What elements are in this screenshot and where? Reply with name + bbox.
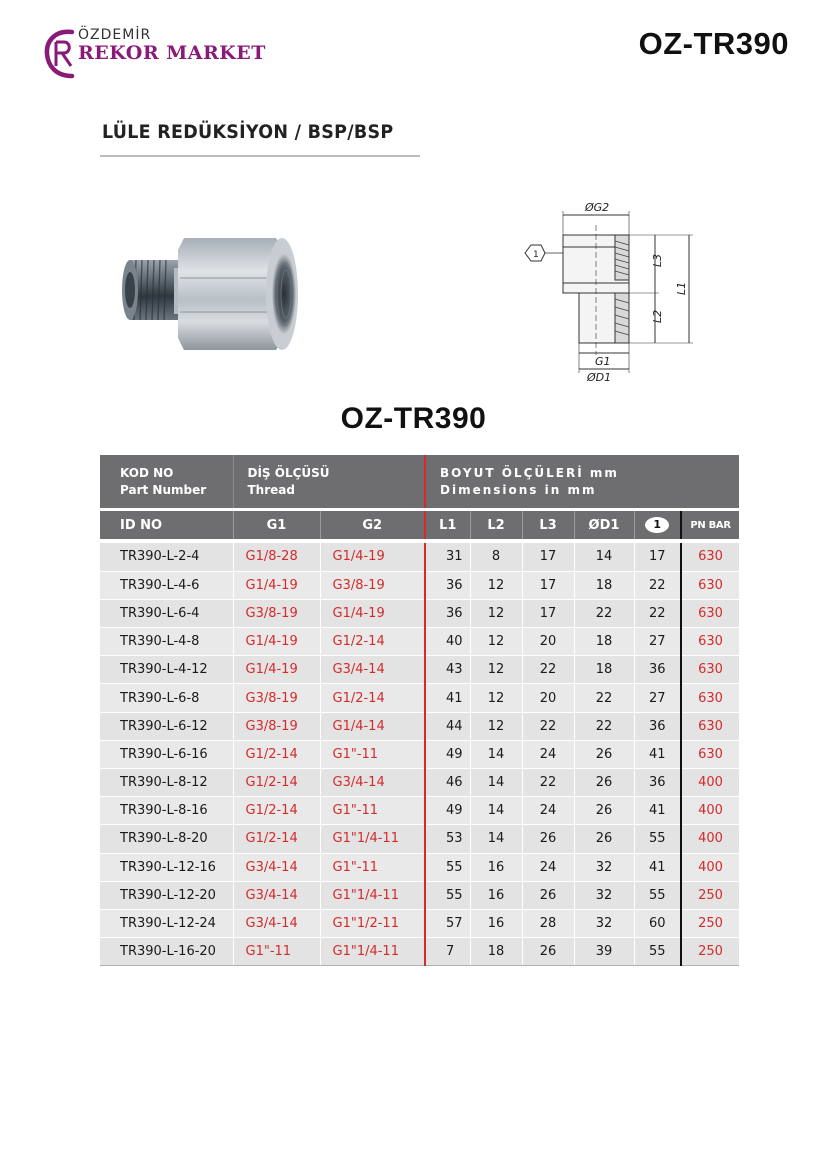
table-row [100,881,739,909]
cell-l1: 53 [425,825,470,853]
cell-l3: 24 [522,853,574,881]
cell-g1: G3/4-14 [233,909,320,937]
header-dis-olcusu-label: DİŞ ÖLÇÜSÜ [247,465,330,480]
cell-hex: 22 [634,599,681,627]
cell-l1: 44 [425,712,470,740]
cell-l3: 24 [522,740,574,768]
column-header-pn-bar: PN BAR [681,511,739,539]
cell-hex: 27 [634,684,681,712]
cell-g1: G3/8-19 [233,684,320,712]
column-header-g1: G1 [233,511,320,539]
cell-l2: 12 [470,571,522,599]
cell-g2: G1/2-14 [320,628,425,656]
cell-pn-bar: 400 [681,797,739,825]
cell-id-no: TR390-L-2-4 [100,543,233,571]
cell-d1: 14 [574,543,634,571]
cell-pn-bar: 250 [681,938,739,966]
section-divider [100,155,420,157]
table-row [100,797,739,825]
column-header-id-no: ID NO [100,511,233,539]
cell-hex: 55 [634,825,681,853]
cell-hex: 55 [634,938,681,966]
cell-d1: 22 [574,712,634,740]
cell-d1: 18 [574,656,634,684]
cell-hex: 36 [634,769,681,797]
cell-l1: 57 [425,909,470,937]
cell-l1: 55 [425,853,470,881]
cell-d1: 18 [574,571,634,599]
cell-l2: 14 [470,825,522,853]
cell-id-no: TR390-L-8-12 [100,769,233,797]
cell-g1: G1/4-19 [233,656,320,684]
cell-g2: G1"1/2-11 [320,909,425,937]
cell-l3: 28 [522,909,574,937]
dim-label-l3: L3 [651,253,664,267]
brand-small-text: ÖZDEMİR [78,27,152,43]
cell-g1: G1/4-19 [233,571,320,599]
header-kod-no [100,455,233,508]
column-header-l2: L2 [470,511,522,539]
cell-pn-bar: 630 [681,684,739,712]
cell-hex: 36 [634,712,681,740]
cell-g2: G1"1/4-11 [320,881,425,909]
cell-hex: 41 [634,797,681,825]
cell-l2: 12 [470,599,522,627]
cell-pn-bar: 630 [681,740,739,768]
dim-label-l2: L2 [651,309,664,323]
product-title: OZ-TR390 [340,402,487,435]
logo-mark-icon [42,26,82,80]
cell-l3: 20 [522,684,574,712]
cell-l3: 22 [522,656,574,684]
cell-pn-bar: 630 [681,543,739,571]
cell-g1: G3/4-14 [233,881,320,909]
cell-l1: 40 [425,628,470,656]
brand-name: REKOR MARKET [78,42,266,64]
header-part-number-label: Part Number [120,482,207,497]
cell-id-no: TR390-L-6-12 [100,712,233,740]
cell-l2: 16 [470,853,522,881]
dim-label-l1: L1 [675,281,688,295]
page-product-code: OZ-TR390 [638,26,789,61]
column-header-l1: L1 [425,511,470,539]
header-kod-no-label: KOD NO [120,465,174,480]
dim-label-g2: ØG2 [585,201,610,214]
cell-l3: 26 [522,825,574,853]
cell-l3: 22 [522,712,574,740]
cell-g2: G1/2-14 [320,684,425,712]
cell-l3: 17 [522,599,574,627]
cell-g1: G1/2-14 [233,740,320,768]
cell-id-no: TR390-L-4-12 [100,656,233,684]
cell-hex: 36 [634,656,681,684]
cell-l1: 7 [425,938,470,966]
cell-d1: 32 [574,909,634,937]
dim-label-d1: ØD1 [587,371,612,384]
column-header-hex [634,511,681,539]
cell-d1: 26 [574,825,634,853]
table-column-headers [100,511,739,539]
cell-id-no: TR390-L-8-20 [100,825,233,853]
cell-g1: G1/4-19 [233,628,320,656]
cell-l3: 24 [522,797,574,825]
cell-g1: G3/4-14 [233,853,320,881]
table-row [100,571,739,599]
cell-g1: G3/8-19 [233,599,320,627]
table-row [100,599,739,627]
cell-d1: 39 [574,938,634,966]
cell-g2: G1/4-14 [320,712,425,740]
cell-pn-bar: 400 [681,825,739,853]
table-row [100,740,739,768]
cell-d1: 22 [574,599,634,627]
cell-l3: 26 [522,881,574,909]
cell-pn-bar: 630 [681,656,739,684]
cell-pn-bar: 400 [681,769,739,797]
cell-g1: G1/2-14 [233,797,320,825]
cell-id-no: TR390-L-12-24 [100,909,233,937]
cell-id-no: TR390-L-4-6 [100,571,233,599]
cell-d1: 18 [574,628,634,656]
cell-l1: 31 [425,543,470,571]
cell-hex: 60 [634,909,681,937]
cell-d1: 22 [574,684,634,712]
cell-l3: 26 [522,938,574,966]
column-header-l3: L3 [522,511,574,539]
cell-g2: G1"-11 [320,853,425,881]
cell-pn-bar: 630 [681,628,739,656]
cell-id-no: TR390-L-16-20 [100,938,233,966]
cell-l1: 46 [425,769,470,797]
cell-g2: G3/4-14 [320,656,425,684]
cell-d1: 32 [574,881,634,909]
header-thread-label: Thread [247,482,295,497]
cell-l2: 12 [470,628,522,656]
cell-pn-bar: 630 [681,712,739,740]
table-row [100,825,739,853]
cell-l1: 36 [425,571,470,599]
cell-l2: 12 [470,684,522,712]
table-row [100,628,739,656]
spec-table [100,455,739,966]
cell-l1: 49 [425,797,470,825]
table-row [100,909,739,937]
technical-drawing [515,195,705,385]
cell-l3: 22 [522,769,574,797]
cell-hex: 27 [634,628,681,656]
cell-id-no: TR390-L-12-20 [100,881,233,909]
table-row [100,543,739,571]
cell-l1: 41 [425,684,470,712]
cell-l2: 8 [470,543,522,571]
cell-hex: 41 [634,853,681,881]
table-row [100,938,739,966]
cell-hex: 55 [634,881,681,909]
cell-l1: 55 [425,881,470,909]
cell-l3: 17 [522,571,574,599]
cell-l1: 36 [425,599,470,627]
cell-id-no: TR390-L-6-4 [100,599,233,627]
cell-g2: G1/4-19 [320,543,425,571]
cell-g2: G1/4-19 [320,599,425,627]
cell-l1: 49 [425,740,470,768]
cell-id-no: TR390-L-6-8 [100,684,233,712]
cell-l2: 12 [470,712,522,740]
callout-label: 1 [533,250,539,260]
cell-g1: G3/8-19 [233,712,320,740]
cell-l2: 14 [470,769,522,797]
cell-l2: 14 [470,797,522,825]
cell-pn-bar: 400 [681,853,739,881]
cell-g1: G1/2-14 [233,769,320,797]
cell-g1: G1/2-14 [233,825,320,853]
cell-g2: G1"1/4-11 [320,825,425,853]
cell-l3: 20 [522,628,574,656]
header-dimensions [425,455,739,508]
dim-label-g1: G1 [595,355,611,368]
column-header-d1: ØD1 [574,511,634,539]
cell-l1: 43 [425,656,470,684]
cell-g2: G1"-11 [320,740,425,768]
section-title: LÜLE REDÜKSİYON / BSP/BSP [102,121,394,143]
cell-hex: 22 [634,571,681,599]
brand-logo[interactable] [42,26,272,82]
cell-d1: 26 [574,740,634,768]
cell-hex: 17 [634,543,681,571]
header-boyut-label: BOYUT ÖLÇÜLERİ mm [440,465,619,480]
cell-id-no: TR390-L-4-8 [100,628,233,656]
cell-l2: 14 [470,740,522,768]
hex-callout-icon: 1 [645,517,669,533]
table-header-group [100,455,739,508]
table-row [100,656,739,684]
header-thread [233,455,425,508]
cell-g2: G1"-11 [320,797,425,825]
cell-l2: 16 [470,909,522,937]
cell-id-no: TR390-L-6-16 [100,740,233,768]
cell-d1: 26 [574,797,634,825]
cell-hex: 41 [634,740,681,768]
cell-pn-bar: 630 [681,599,739,627]
table-row [100,853,739,881]
cell-g1: G1"-11 [233,938,320,966]
cell-g2: G3/8-19 [320,571,425,599]
cell-g2: G3/4-14 [320,769,425,797]
cell-pn-bar: 630 [681,571,739,599]
cell-pn-bar: 250 [681,881,739,909]
cell-l2: 12 [470,656,522,684]
cell-id-no: TR390-L-8-16 [100,797,233,825]
cell-g1: G1/8-28 [233,543,320,571]
table-row [100,684,739,712]
table-row [100,712,739,740]
cell-l2: 16 [470,881,522,909]
header-dimensions-label: Dimensions in mm [440,482,597,497]
cell-g2: G1"1/4-11 [320,938,425,966]
cell-d1: 26 [574,769,634,797]
cell-l3: 17 [522,543,574,571]
cell-id-no: TR390-L-12-16 [100,853,233,881]
cell-d1: 32 [574,853,634,881]
column-header-g2: G2 [320,511,425,539]
cell-l2: 18 [470,938,522,966]
product-photo [100,220,310,370]
table-row [100,769,739,797]
cell-pn-bar: 250 [681,909,739,937]
